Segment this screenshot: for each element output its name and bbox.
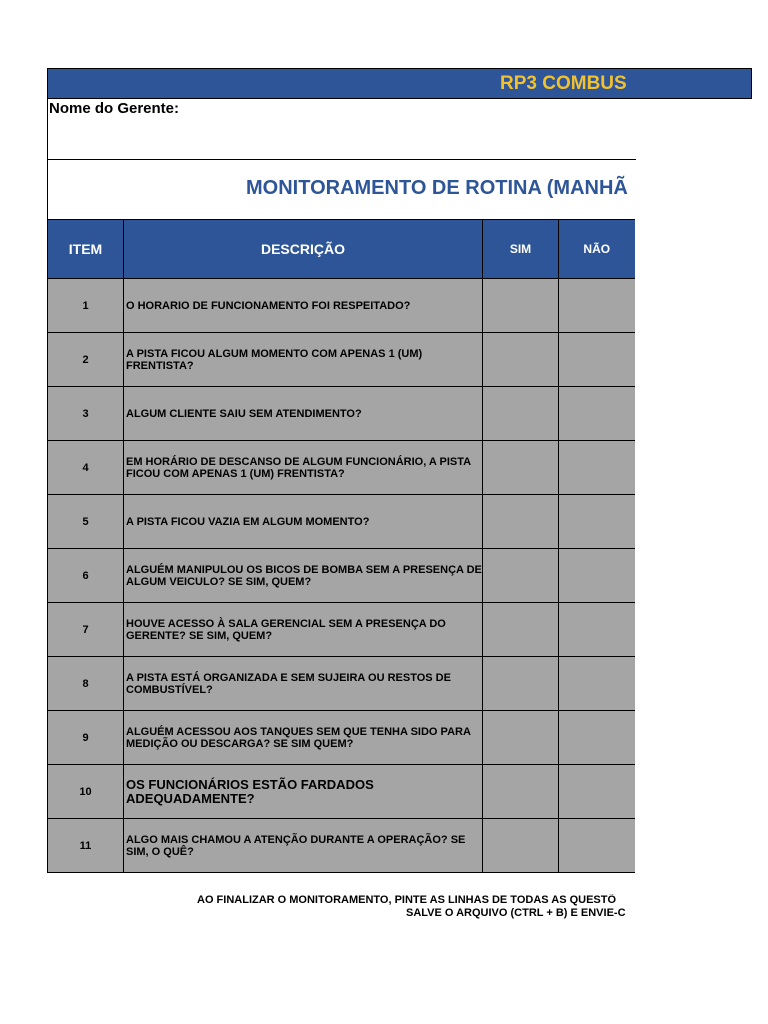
item-number: 11 (48, 819, 124, 873)
sim-answer-cell[interactable] (483, 387, 559, 441)
manager-label: Nome do Gerente: (49, 100, 180, 117)
sim-answer-cell[interactable] (483, 549, 559, 603)
item-description: ALGUM CLIENTE SAIU SEM ATENDIMENTO? (124, 387, 483, 441)
sim-answer-cell[interactable] (483, 495, 559, 549)
item-number: 6 (48, 549, 124, 603)
nao-answer-cell[interactable] (559, 603, 635, 657)
table-row (48, 711, 635, 765)
sheet-clip-edge (636, 100, 768, 1024)
checklist-table (47, 219, 635, 873)
item-number: 8 (48, 657, 124, 711)
table-row (48, 441, 635, 495)
item-number: 9 (48, 711, 124, 765)
item-description: A PISTA FICOU VAZIA EM ALGUM MOMENTO? (124, 495, 483, 549)
table-row (48, 657, 635, 711)
sim-answer-cell[interactable] (483, 819, 559, 873)
item-description: OS FUNCIONÁRIOS ESTÃO FARDADOS ADEQUADAMENTE? (124, 765, 483, 819)
item-number: 10 (48, 765, 124, 819)
nao-answer-cell[interactable] (559, 711, 635, 765)
table-header-row (48, 220, 635, 279)
column-header-sim: SIM (483, 220, 559, 279)
sim-answer-cell[interactable] (483, 441, 559, 495)
subtitle-row (47, 160, 636, 220)
item-number: 4 (48, 441, 124, 495)
nao-answer-cell[interactable] (559, 819, 635, 873)
page-title: RP3 COMBUS (500, 73, 627, 94)
item-description: A PISTA FICOU ALGUM MOMENTO COM APENAS 1 (UM) FRENTISTA? (124, 333, 483, 387)
column-header-item: ITEM (48, 220, 124, 279)
item-description: ALGO MAIS CHAMOU A ATENÇÃO DURANTE A OPERAÇÃO? SE SIM, O QUÊ? (124, 819, 483, 873)
nao-answer-cell[interactable] (559, 657, 635, 711)
nao-answer-cell[interactable] (559, 387, 635, 441)
sim-answer-cell[interactable] (483, 657, 559, 711)
footer-line-1: AO FINALIZAR O MONITORAMENTO, PINTE AS LINHAS DE TODAS AS QUESTÕ (197, 894, 617, 906)
item-description: ALGUÉM ACESSOU AOS TANQUES SEM QUE TENHA SIDO PARA MEDIÇÃO OU DESCARGA? SE SIM QUEM? (124, 711, 483, 765)
column-header-nao: NÃO (559, 220, 635, 279)
item-description: A PISTA ESTÁ ORGANIZADA E SEM SUJEIRA OU RESTOS DE COMBUSTÍVEL? (124, 657, 483, 711)
table-row (48, 387, 635, 441)
nao-answer-cell[interactable] (559, 549, 635, 603)
sim-answer-cell[interactable] (483, 765, 559, 819)
table-row (48, 819, 635, 873)
table-row (48, 333, 635, 387)
title-bar (47, 68, 752, 99)
item-number: 3 (48, 387, 124, 441)
table-row (48, 279, 635, 333)
item-description: EM HORÁRIO DE DESCANSO DE ALGUM FUNCIONÁRIO, A PISTA FICOU COM APENAS 1 (UM) FRENTISTA? (124, 441, 483, 495)
table-row (48, 495, 635, 549)
item-description: ALGUÉM MANIPULOU OS BICOS DE BOMBA SEM A PRESENÇA DE ALGUM VEICULO? SE SIM, QUEM? (124, 549, 483, 603)
sim-answer-cell[interactable] (483, 333, 559, 387)
table-row (48, 549, 635, 603)
footer-line-2: SALVE O ARQUIVO (CTRL + B) E ENVIE-C (406, 907, 626, 919)
item-number: 5 (48, 495, 124, 549)
nao-answer-cell[interactable] (559, 441, 635, 495)
nao-answer-cell[interactable] (559, 333, 635, 387)
nao-answer-cell[interactable] (559, 765, 635, 819)
footer-note (47, 894, 636, 924)
table-row (48, 765, 635, 819)
section-subtitle: MONITORAMENTO DE ROTINA (MANHÃ (246, 177, 628, 199)
item-number: 7 (48, 603, 124, 657)
table-body (48, 279, 635, 873)
column-header-description: DESCRIÇÃO (124, 220, 483, 279)
nao-answer-cell[interactable] (559, 495, 635, 549)
manager-row[interactable] (47, 99, 636, 160)
sim-answer-cell[interactable] (483, 711, 559, 765)
table-row (48, 603, 635, 657)
item-number: 2 (48, 333, 124, 387)
item-number: 1 (48, 279, 124, 333)
nao-answer-cell[interactable] (559, 279, 635, 333)
item-description: O HORARIO DE FUNCIONAMENTO FOI RESPEITADO? (124, 279, 483, 333)
sim-answer-cell[interactable] (483, 603, 559, 657)
item-description: HOUVE ACESSO À SALA GERENCIAL SEM A PRESENÇA DO GERENTE? SE SIM, QUEM? (124, 603, 483, 657)
sim-answer-cell[interactable] (483, 279, 559, 333)
